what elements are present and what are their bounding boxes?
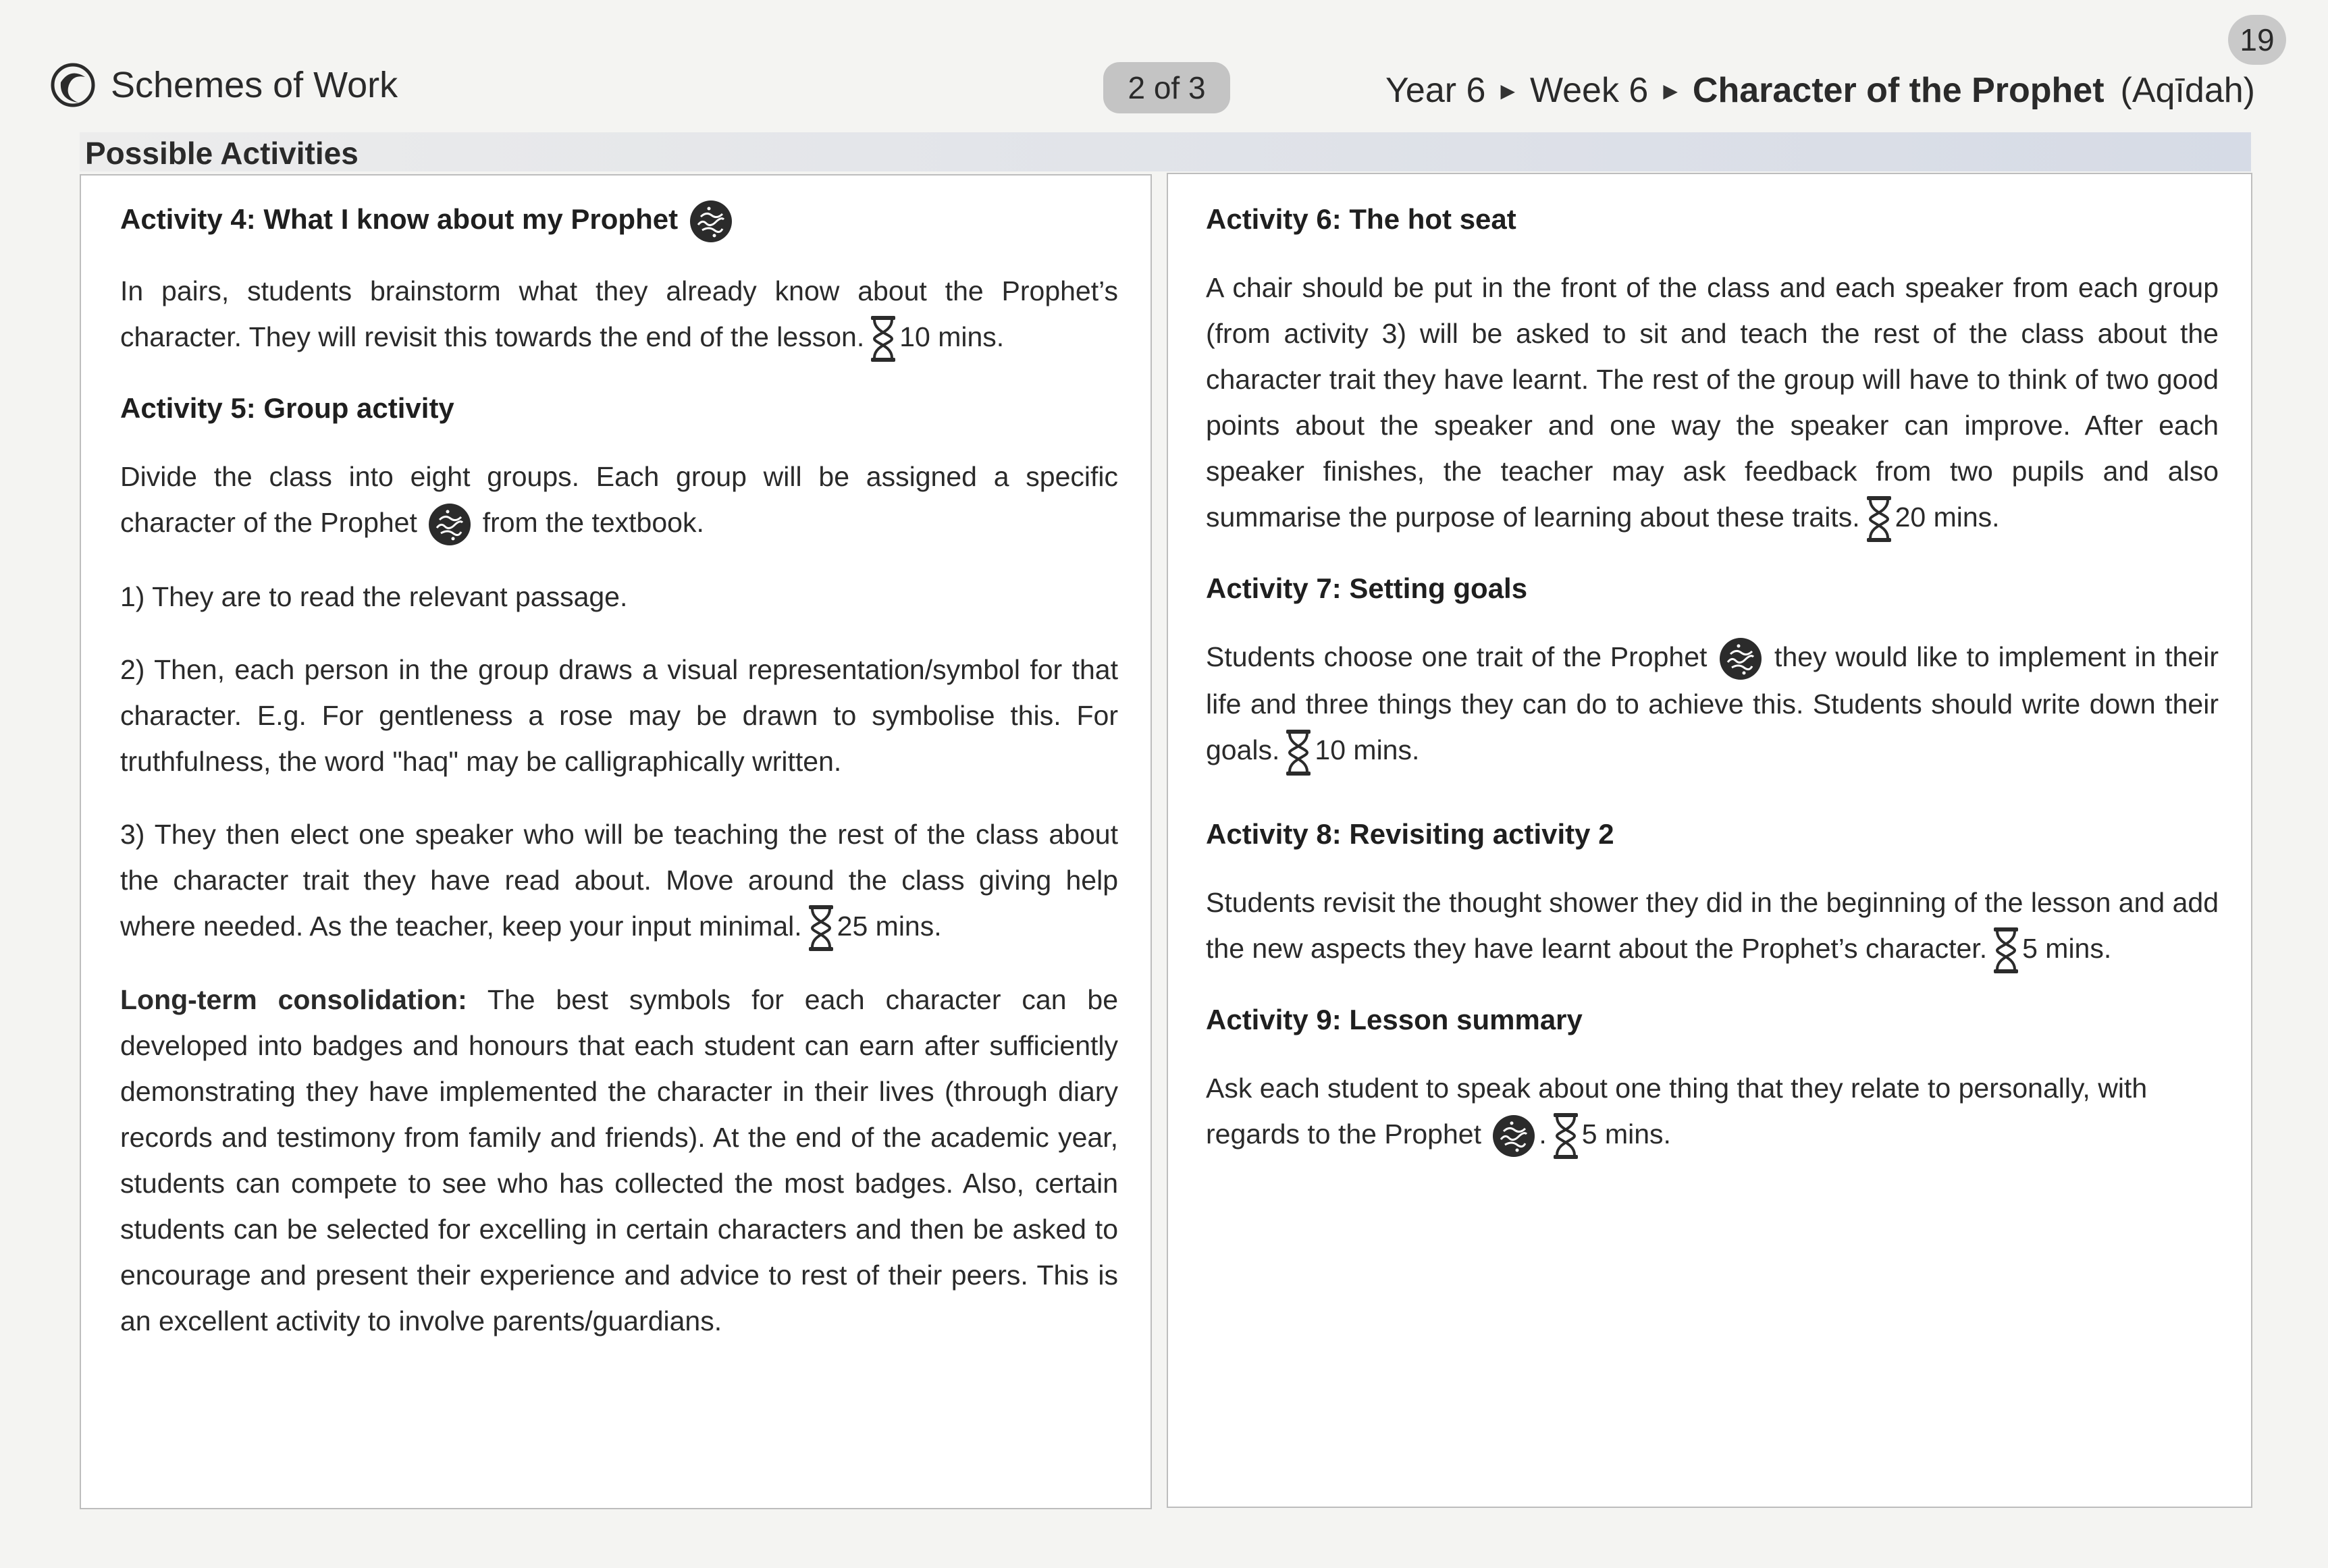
triangle-right-icon: ▶ [1663, 80, 1678, 101]
activity-5-intro-a: Divide the class into eight groups. Each group will be assigned a specific character of the Prophet [120, 461, 1118, 539]
activity-7-body-a: Students choose one trait of the Prophet [1206, 641, 1708, 673]
ltc-label: Long-term consolidation: [120, 984, 467, 1016]
activity-5-step-1: 1) They are to read the relevant passage. [120, 581, 628, 613]
activity-6-text [1206, 265, 2219, 543]
activity-6-title: Activity 6: The hot seat [1206, 203, 1516, 235]
ltc-text: The best symbols for each character can be developed into badges and honours that each student can earn after sufficiently demonstrating they have implemented the character in their lives (through diary records and testimony from family and friends). At the end of the academic year, students can compete to see who has collected the most badges. Also, certain students can be selected for excelling in certain characters and then be asked to encourage and present their experience and advice to rest of their peers. This is an excellent activity to involve parents/guardians. [120, 984, 1118, 1337]
activity-7-time: 10 mins. [1315, 734, 1420, 766]
activity-8-body: Students revisit the thought shower they did in the beginning of the lesson and add the new aspects they have learnt about the Prophet’s character. [1206, 886, 2219, 964]
activity-7-text [1206, 634, 2219, 776]
activity-6-time: 20 mins. [1895, 502, 2000, 533]
activity-7-title: Activity 7: Setting goals [1206, 572, 1528, 605]
crumb-topic: Character of the Prophet [1692, 71, 2105, 110]
activity-5-step-3-text: 3) They then elect one speaker who will be teaching the rest of the class about the character trait they have read about. Move around the class giving help where needed. As the teacher, keep your input minimal. [120, 819, 1118, 942]
pbuh-honorific-icon [1718, 637, 1763, 681]
activity-4-title: Activity 4: What I know about my Prophet [120, 203, 679, 235]
triangle-right-icon: ▶ [1500, 80, 1515, 101]
activity-5-intro-b: from the textbook. [482, 507, 704, 539]
crumb-week: Week 6 [1529, 71, 1649, 110]
activity-6-body: A chair should be put in the front of the class and each speaker from each group (from activity 3) will be asked to sit and teach the rest of the class about the character trait they have learnt. The rest of the group will have to think of two good points about the speaker and one way the speaker can improve. After each speaker finishes, the teacher may ask feedback from two pupils and also summarise the purpose of learning about these traits. [1206, 272, 2219, 533]
crumb-subject: (Aqīdah) [2120, 71, 2255, 110]
section-title: Possible Activities [85, 136, 359, 171]
hourglass-icon [806, 904, 836, 952]
activity-5-time: 25 mins. [837, 911, 942, 942]
right-activity-panel [1167, 173, 2252, 1508]
activity-9-body-a: Ask each student to speak about one thing that they relate to personally, with regards to the Prophet [1206, 1072, 2148, 1150]
page-pager: 2 of 3 [1103, 62, 1230, 113]
hourglass-icon [1864, 495, 1894, 543]
activity-4-time: 10 mins. [899, 321, 1005, 352]
activity-9-body-b: . [1539, 1118, 1547, 1150]
brand [50, 62, 398, 108]
hourglass-icon [1551, 1112, 1581, 1160]
pbuh-honorific-icon [427, 502, 472, 547]
activity-5-step-3 [120, 811, 1118, 952]
hourglass-icon [1284, 728, 1313, 777]
activity-8-title: Activity 8: Revisiting activity 2 [1206, 817, 1614, 850]
long-term-consolidation [120, 977, 1118, 1344]
breadcrumb [1385, 70, 2255, 111]
activity-9-text [1206, 1065, 2219, 1160]
brand-logo-icon [50, 62, 96, 108]
hourglass-icon [868, 315, 898, 363]
activity-4-text [120, 268, 1118, 363]
activity-4-heading [120, 198, 1118, 244]
crumb-year: Year 6 [1385, 71, 1486, 110]
page-number-badge: 19 [2228, 15, 2286, 65]
pbuh-honorific-icon [689, 199, 733, 244]
activity-5-step-2: 2) Then, each person in the group draws a visual representation/symbol for that character. E.g. For gentleness a rose may be drawn to symbolise this. For truthfulness, the word "haq" may be calligraphically written. [120, 654, 1118, 778]
activity-8-time: 5 mins. [2022, 932, 2112, 964]
pbuh-honorific-icon [1491, 1114, 1536, 1158]
brand-title: Schemes of Work [111, 65, 398, 105]
activity-9-time: 5 mins. [1581, 1118, 1671, 1150]
activity-9-title: Activity 9: Lesson summary [1206, 1003, 1583, 1035]
activity-5-intro [120, 454, 1118, 547]
activity-8-text [1206, 880, 2219, 975]
hourglass-icon [1991, 926, 2021, 975]
left-activity-panel [80, 174, 1152, 1509]
section-header [80, 132, 2251, 171]
activity-4-body: In pairs, students brainstorm what they already know about the Prophet’s character. They will revisit this towards the end of the lesson. [120, 275, 1118, 352]
activity-7-body-b: they would like to implement in their life and three things they can do to achieve this. Students should write down their goals. [1206, 641, 2219, 766]
activity-5-title: Activity 5: Group activity [120, 392, 454, 425]
